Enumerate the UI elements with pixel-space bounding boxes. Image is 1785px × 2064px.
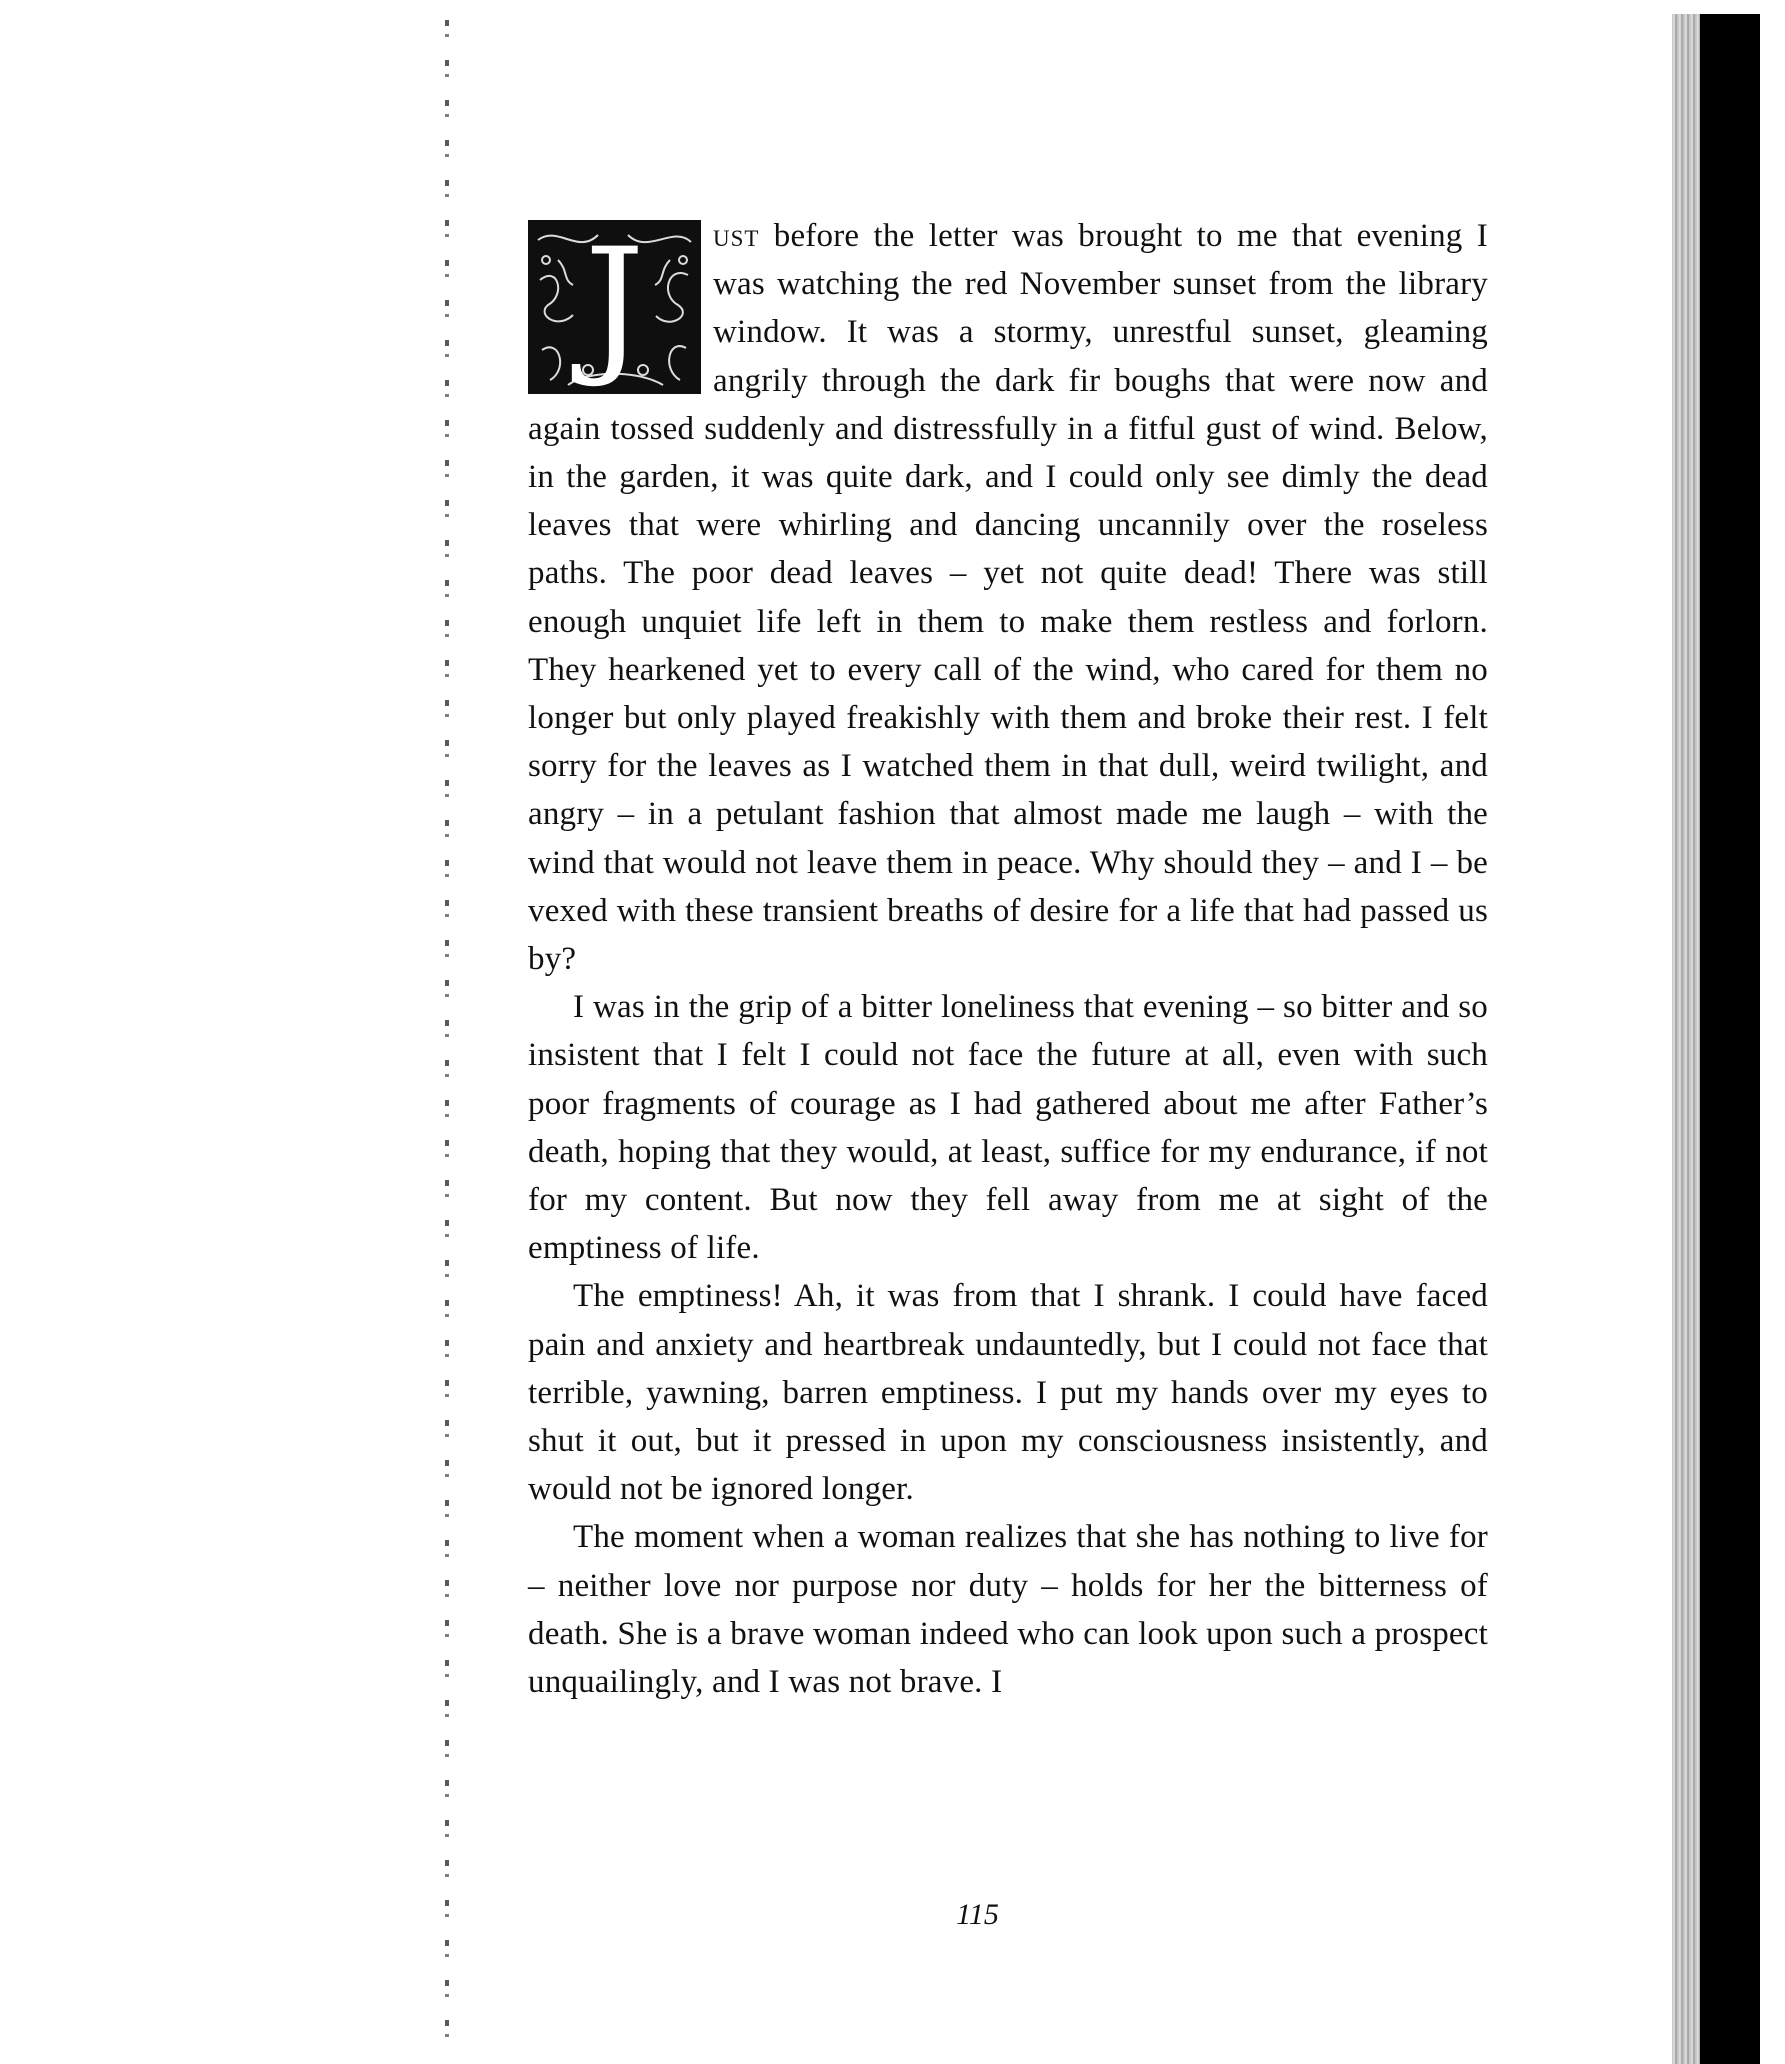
binding-edge [445, 20, 449, 2050]
paragraph-4: The moment when a woman realizes that she has nothing to live for – neither love nor purpose nor duty – holds for her the bitterness of death. She is a brave woman indeed who can look upon such a prospect unquailingly, and I was not brave. I [528, 1519, 1488, 1701]
paragraph-1-text: before the letter was brought to me that evening I was watching the red November sunset from the library window. It was a stormy, unrestful sunset, gleaming angrily through the dark fir boughs that were now and again tossed suddenly and distressfully in a fitful gust of wind. Below, in the garden, it was quite dark, and I could only see dimly the dead leaves that were whirling and dancing uncannily over the roseless paths. The poor dead leaves – yet not quite dead! There was still enough unquiet life left in them to make them restless and forlorn. They hearkened yet to every call of the wind, who cared for them no longer but only played freakishly with them and broke their rest. I felt sorry for the leaves as I watched them in that dull, weird twilight, and angry – in a petulant fashion that almost made me laugh – with the wind that would not leave them in peace. Why should they – and I – be vexed with these transient breaths of desire for a life that had passed us by? [528, 218, 1488, 978]
decorated-initial [528, 220, 701, 394]
paragraph-2: I was in the grip of a bitter loneliness that evening – so bitter and so insistent that I felt I could not face the future at all, even with such poor fragments of courage as I had gathered about me after Father’s death, hoping that they would, at least, suffice for my endurance, if not for my content. But now they fell away from me at sight of the emptiness of life. [528, 989, 1488, 1267]
page-number: 115 [956, 1898, 999, 1931]
scan-border [1700, 14, 1760, 2064]
initial-letter: J [584, 220, 645, 391]
lead-in-smallcaps: ust [713, 218, 760, 254]
paragraph-3: The emptiness! Ah, it was from that I shrank. I could have faced pain and anxiety and heartbreak undauntedly, but I could not face that terrible, yawning, barren emptiness. I put my hands over my eyes to shut it out, but it pressed in upon my consciousness insistently, and would not be ignored longer. [528, 1278, 1488, 1508]
page-body [528, 212, 1488, 1706]
